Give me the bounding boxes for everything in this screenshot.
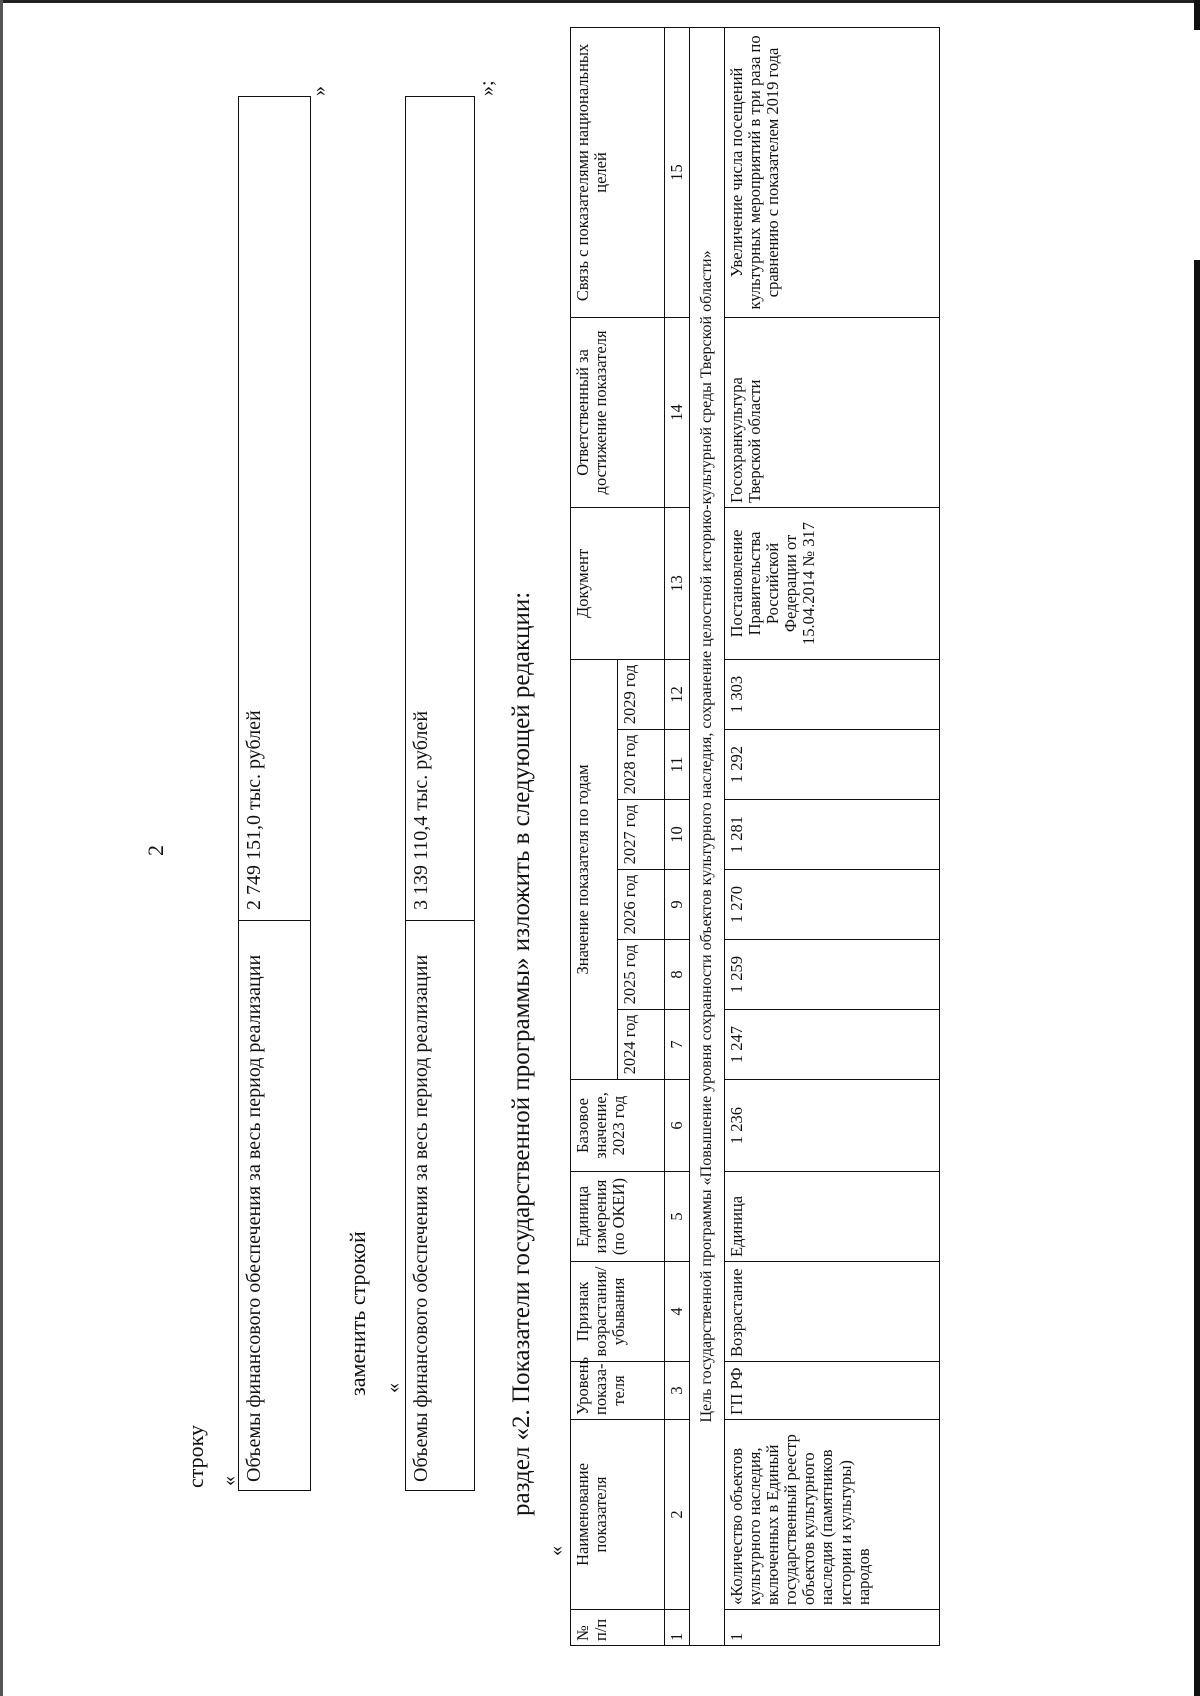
- section-heading: раздел «2. Показатели государственной программы» изложить в следующей редакции:: [508, 591, 535, 1516]
- column-number: 1: [665, 1610, 690, 1646]
- row-document: Постановление Правительства Российской Федерации от 15.04.2014 № 317: [724, 507, 939, 659]
- row-unit: Единица: [724, 1172, 939, 1262]
- header-link: Связь с показателями национальных целей: [571, 27, 665, 317]
- finance-row-new-label: Объемы финансового обеспечения за весь период реализации: [406, 920, 474, 1490]
- finance-row-new: [405, 96, 475, 1491]
- header-year: 2024 год: [618, 1010, 665, 1080]
- row-sign: Возрастание: [724, 1262, 939, 1362]
- column-number: 8: [665, 940, 690, 1010]
- row-level: ГП РФ: [724, 1362, 939, 1420]
- header-document: Документ: [571, 507, 665, 659]
- header-values-group: Значение показателя по годам: [571, 659, 618, 1079]
- column-number: 3: [665, 1362, 690, 1420]
- finance-row-old: [238, 96, 311, 1491]
- header-num: № п/п: [571, 1610, 665, 1646]
- quote-close-2: »;: [476, 80, 498, 96]
- row-base: 1 236: [724, 1080, 939, 1172]
- header-year: 2027 год: [618, 800, 665, 870]
- column-number: 4: [665, 1262, 690, 1362]
- column-number: 15: [665, 27, 690, 317]
- quote-close-1: »: [308, 86, 330, 96]
- quote-open-3: «: [545, 1546, 567, 1556]
- header-year: 2026 год: [618, 870, 665, 940]
- header-level: Уровень показа-теля: [571, 1362, 665, 1420]
- column-number-row: [665, 27, 690, 1645]
- header-year: 2028 год: [618, 730, 665, 800]
- intro-line-stroku: строку: [183, 1424, 208, 1488]
- quote-open-1: «: [218, 1476, 240, 1486]
- column-number: 11: [665, 730, 690, 800]
- header-sign: Признак возрастания/ убывания: [571, 1262, 665, 1362]
- intro-line-replace: заменить строкой: [345, 1231, 370, 1396]
- table-row: [724, 27, 939, 1645]
- finance-row-new-value: 3 139 110,4 тыс. рублей: [410, 710, 432, 910]
- column-number: 10: [665, 800, 690, 870]
- finance-row-old-label: Объемы финансового обеспечения за весь период реализации: [239, 920, 310, 1490]
- header-responsible: Ответственный за достижение показателя: [571, 317, 665, 507]
- row-value: 1 247: [724, 1010, 939, 1080]
- goal-text: Цель государственной программы «Повышение уровня сохранности объектов культурного наследия, сохранение целостной историко-культурной среды Тверской области»: [690, 27, 725, 1645]
- row-value: 1 281: [724, 800, 939, 870]
- row-link: Увеличение числа посещений культурных мероприятий в три раза по сравнению с показателем 2019 года: [724, 27, 939, 317]
- indicators-table: [570, 27, 940, 1646]
- header-unit: Единица измерения (по ОКЕИ): [571, 1172, 665, 1262]
- header-year: 2025 год: [618, 940, 665, 1010]
- column-number: 6: [665, 1080, 690, 1172]
- column-number: 12: [665, 659, 690, 729]
- row-value: 1 292: [724, 730, 939, 800]
- column-number: 9: [665, 870, 690, 940]
- row-value: 1 303: [724, 659, 939, 729]
- table-header-row-1: [571, 27, 618, 1645]
- goal-row: [690, 27, 725, 1645]
- row-responsible: Госохранкультура Тверской области: [724, 317, 939, 507]
- row-value: 1 270: [724, 870, 939, 940]
- finance-row-old-value: 2 749 151,0 тыс. рублей: [243, 710, 265, 910]
- header-base: Базовое значение, 2023 год: [571, 1080, 665, 1172]
- header-name: Наименование показателя: [571, 1420, 665, 1610]
- quote-open-2: «: [382, 1383, 404, 1393]
- column-number: 2: [665, 1420, 690, 1610]
- column-number: 13: [665, 507, 690, 659]
- column-number: 7: [665, 1010, 690, 1080]
- row-num: 1: [724, 1610, 939, 1646]
- column-number: 5: [665, 1172, 690, 1262]
- header-year: 2029 год: [618, 659, 665, 729]
- column-number: 14: [665, 317, 690, 507]
- row-value: 1 259: [724, 940, 939, 1010]
- page-number: 2: [143, 845, 168, 856]
- row-name: «Количество объектов культурного наследия, включенных в Единый государственный реестр объектов культурного наследия (памятников истории и культуры) народов: [724, 1420, 939, 1610]
